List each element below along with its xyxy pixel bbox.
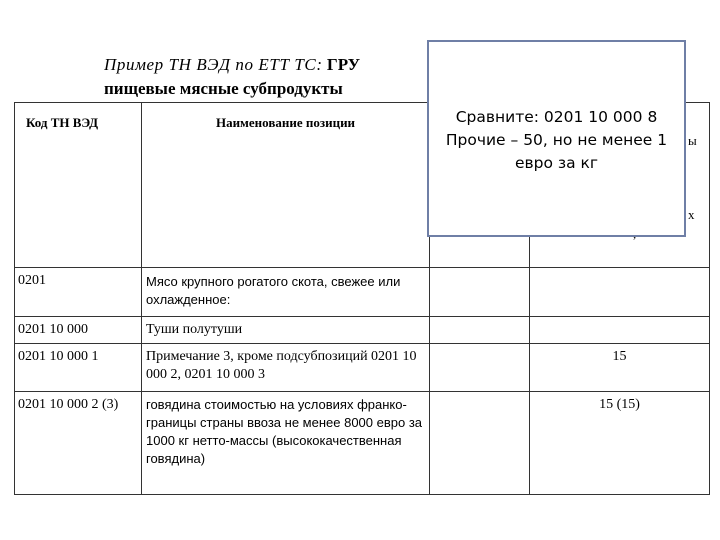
callout-line-3: евро за кг: [514, 154, 599, 172]
callout-line-1: Сравните: 0201 10 000 8: [455, 108, 658, 126]
table-border-left: [14, 102, 15, 494]
row-code: 0201 10 000 2 (3): [18, 397, 119, 412]
row-divider: [14, 391, 710, 392]
comparison-callout: [427, 40, 686, 237]
row-code: 0201 10 000: [18, 322, 88, 337]
row-divider: [14, 343, 710, 344]
title-prefix: Пример ТН ВЭД по ЕТТ ТС:: [104, 55, 323, 74]
callout-line-2: Прочие – 50, но не менее 1: [445, 131, 668, 149]
row-name: говядина стоимостью на условиях франко-границы страны ввоза не менее 8000 евро за 1000 кг нетто-массы (высококачественная говядина): [146, 397, 423, 466]
row-rate: 15: [612, 349, 627, 364]
row-name: Туши полутуши: [146, 322, 243, 337]
column-divider: [141, 102, 142, 494]
title-line-2: пищевые мясные субпродукты: [104, 79, 343, 98]
row-divider: [14, 267, 710, 268]
row-code: 0201: [18, 273, 46, 288]
row-name: Примечание 3, кроме подсубпозиций 0201 10 000 2, 0201 10 000 3: [146, 349, 417, 382]
partial-header-glyph: х: [688, 207, 695, 222]
title-bold-tail: ГРУ: [326, 55, 361, 74]
row-divider: [14, 316, 710, 317]
table-border-right: [709, 102, 710, 494]
row-code: 0201 10 000 1: [18, 349, 99, 364]
header-name: Наименование позиции: [215, 115, 356, 130]
row-name: Мясо крупного рогатого скота, свежее или охлажденное:: [146, 274, 401, 307]
row-rate: 15 (15): [599, 397, 640, 412]
header-code: Код ТН ВЭД: [26, 115, 99, 130]
partial-header-glyph: ы: [688, 133, 697, 148]
table-border-bottom: [14, 494, 710, 495]
slide-title: [104, 53, 434, 101]
